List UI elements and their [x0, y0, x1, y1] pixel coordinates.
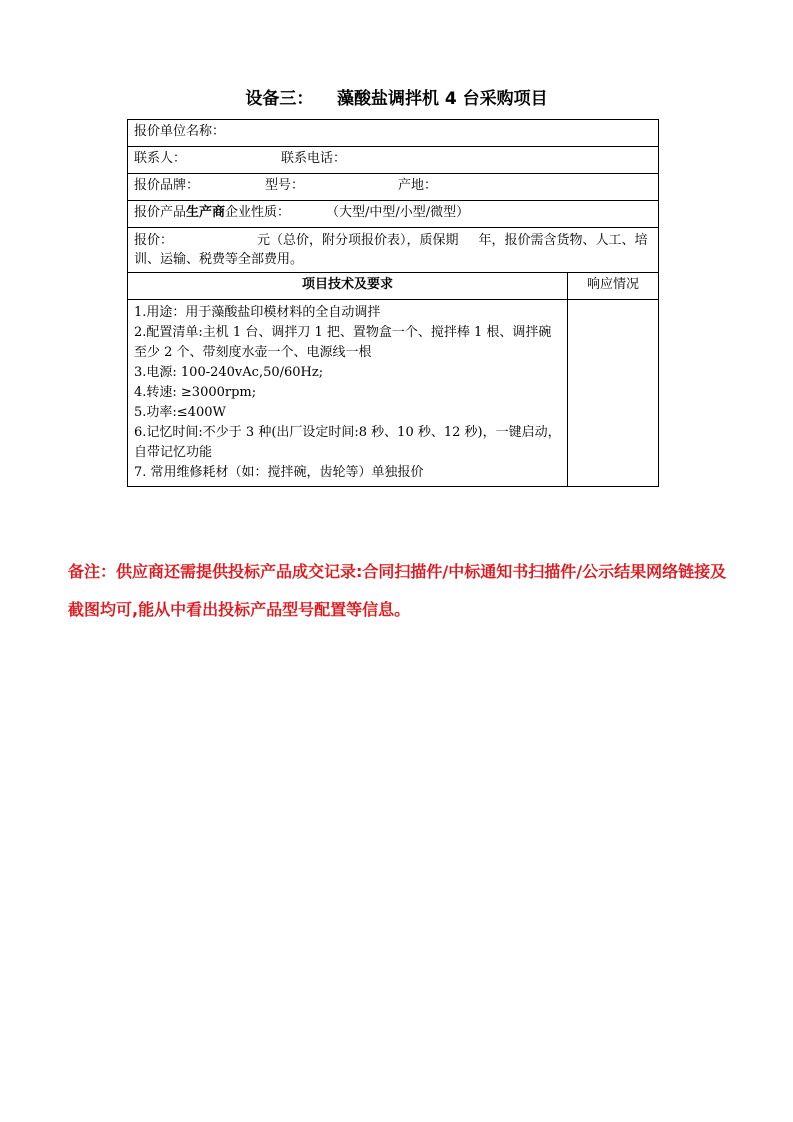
requirement-item: 4.转速: ≥3000rpm; — [134, 385, 257, 400]
brand-cell — [128, 174, 659, 201]
enterprise-nature-cell — [128, 201, 659, 228]
brand-label: 报价品牌： — [134, 178, 200, 193]
price-cell — [128, 228, 659, 273]
quotation-form-table — [127, 119, 659, 487]
remark-note: 备注：供应商还需提供投标产品成交记录:合同扫描件/中标通知书扫描件/公示结果网络链接及截图均可,能从中看出投标产品型号配置等信息。 — [68, 562, 727, 619]
contact-label: 联系人： — [134, 151, 187, 166]
nature-bold: 生产商 — [186, 205, 226, 220]
row-quote-unit — [128, 120, 659, 147]
row-brand — [128, 174, 659, 201]
requirement-item: 2.配置清单:主机 1 台、调拌刀 1 把、置物盒一个、搅拌棒 1 根、调拌碗至少 2 个、带刻度水壶一个、电源线一根 — [134, 325, 552, 360]
price-text-2: 年，报价需含货物、人工、培训、运输、税费等全部费用。 — [134, 233, 648, 267]
quote-unit-label: 报价单位名称： — [134, 124, 226, 139]
price-label: 报价： — [134, 233, 174, 248]
requirement-item: 3.电源: 100-240vAc,50/60Hz; — [134, 365, 324, 380]
nature-options: （大型/中型/小型/微型） — [326, 205, 470, 220]
requirement-item: 7. 常用维修耗材（如：搅拌碗，齿轮等）单独报价 — [134, 465, 424, 480]
row-requirements-body — [128, 300, 659, 487]
nature-prefix: 报价产品 — [134, 205, 187, 220]
requirements-cell — [128, 300, 568, 487]
phone-label: 联系电话： — [281, 151, 347, 166]
quote-unit-cell — [128, 120, 659, 147]
price-text-1: 元（总价，附分项报价表），质保期 — [257, 233, 459, 248]
requirements-header: 项目技术及要求 — [128, 273, 568, 300]
requirement-item: 6.记忆时间:不少于 3 种(出厂设定时间:8 秒、10 秒、12 秒)，一键启动，自带记忆功能 — [134, 425, 561, 460]
requirement-item: 1.用途：用于藻酸盐印模材料的全自动调拌 — [134, 305, 381, 320]
origin-label: 产地： — [398, 178, 438, 193]
model-label: 型号： — [265, 178, 305, 193]
nature-suffix: 企业性质： — [225, 205, 291, 220]
row-price — [128, 228, 659, 273]
row-enterprise-nature — [128, 201, 659, 228]
row-contact — [128, 147, 659, 174]
requirement-item: 5.功率:≤400W — [134, 405, 226, 420]
response-cell[interactable] — [568, 300, 659, 487]
page-title: 设备三： 藻酸盐调拌机 4 台采购项目 — [245, 89, 548, 109]
contact-cell — [128, 147, 659, 174]
row-requirements-header — [128, 273, 659, 300]
response-header: 响应情况 — [568, 273, 659, 300]
